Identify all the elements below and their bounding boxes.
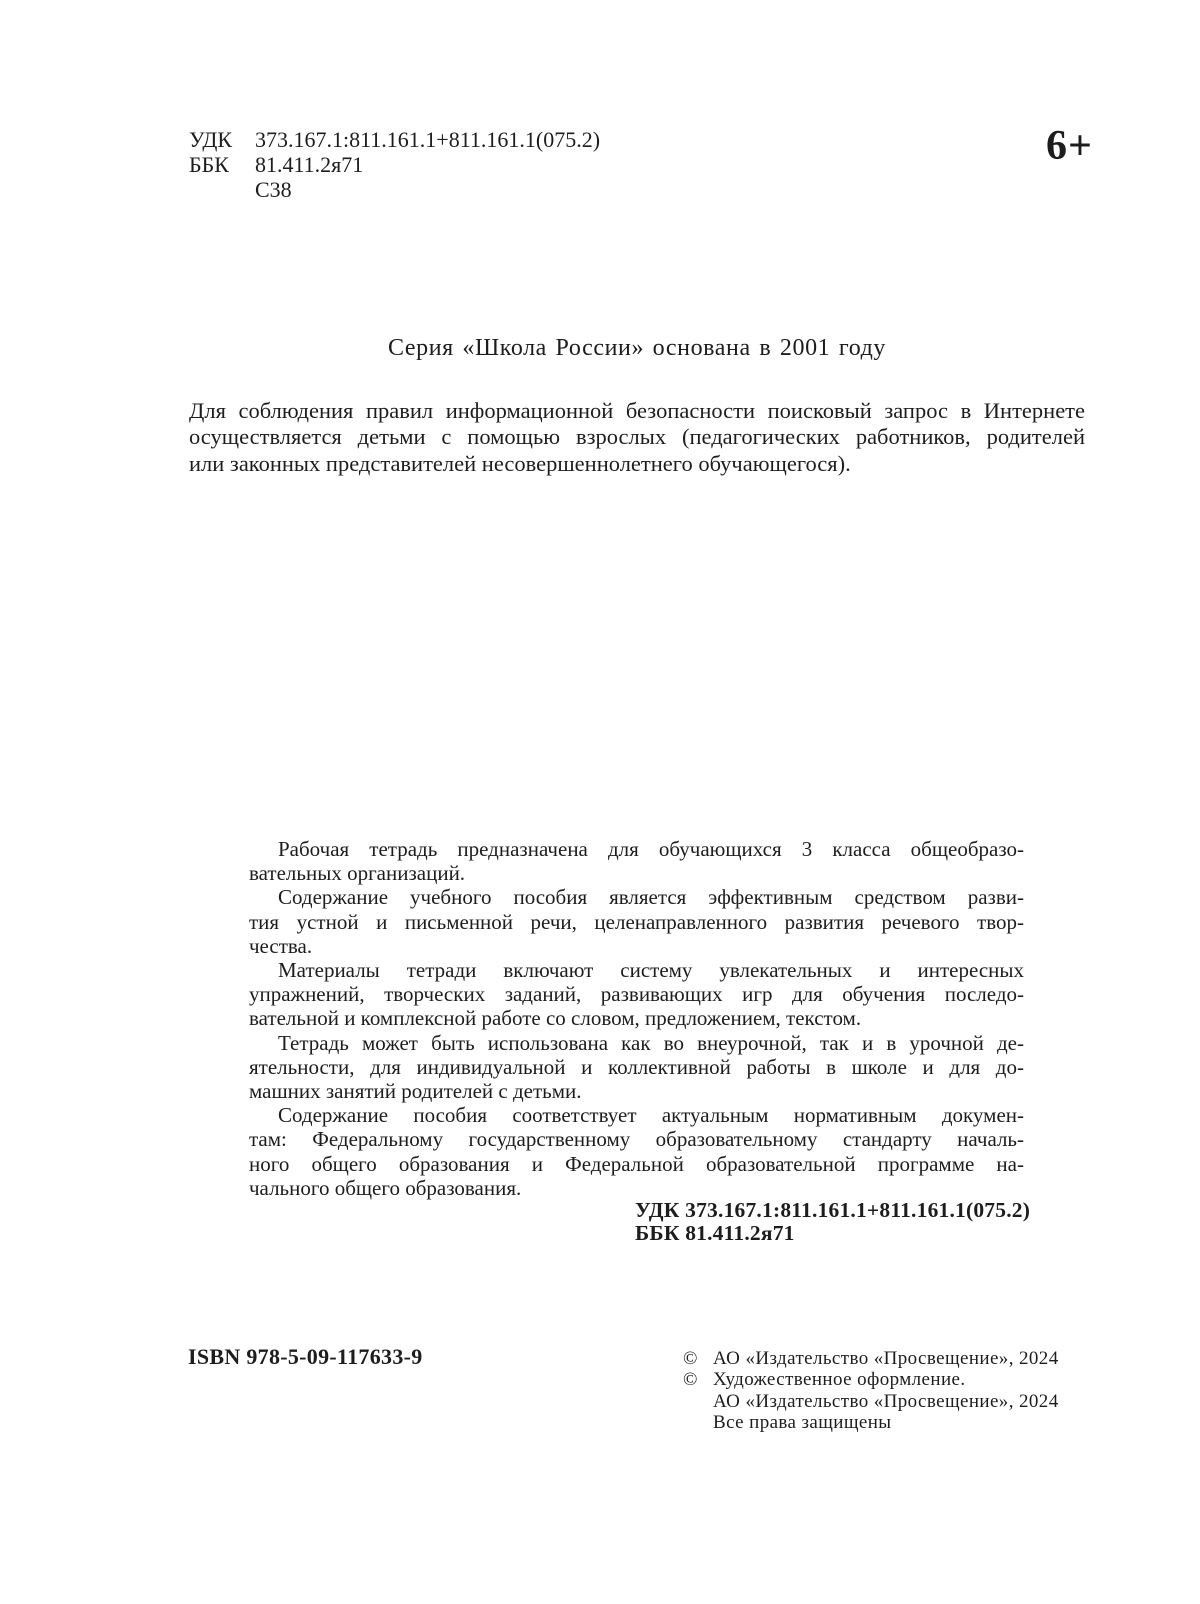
copyright-line: АО «Издательство «Просвещение», 2024 (713, 1390, 1059, 1412)
text-line: или законных представителей несовершеннолетнего обучающегося). (189, 450, 851, 476)
text-line: упражнений, творческих заданий, развивающих игр для обучения последо- (249, 982, 1024, 1007)
bottom-udk-line: УДК 373.167.1:811.161.1+811.161.1(075.2) (635, 1198, 1031, 1222)
bbk-value: 81.411.2я71 (255, 152, 364, 177)
annotation-block (249, 837, 1024, 1200)
text-line: Для соблюдения правил информационной безопасности поисковый запрос в Интернете (189, 398, 1085, 423)
series-line: Серия «Школа России» основана в 2001 году (387, 335, 887, 361)
text-line: тия устной и письменной речи, целенаправленного развития речевого твор- (249, 909, 1024, 934)
text-line: Рабочая тетрадь предназначена для обучающихся 3 класса общеобразо- (278, 837, 1024, 861)
copyright-symbol: © (683, 1348, 698, 1369)
bbk-label: ББК (189, 152, 229, 177)
udk-label: УДК (189, 127, 233, 152)
bottom-codes-block (635, 1199, 1030, 1244)
text-line: ного общего образования и Федеральной образовательной программе на- (249, 1151, 1024, 1176)
text-line: чального общего образования. (249, 1175, 522, 1200)
text-line: Содержание пособия соответствует актуальным нормативным докумен- (278, 1103, 1024, 1128)
text-line: вательных организаций. (249, 861, 466, 886)
copyright-symbol: © (683, 1369, 698, 1391)
copyright-entry (683, 1369, 1059, 1433)
safety-note (189, 398, 1085, 477)
bottom-bbk-line: ББК 81.411.2я71 (635, 1220, 795, 1245)
text-line: машних занятий родителей с детьми. (249, 1079, 582, 1104)
copyright-lines (713, 1369, 1059, 1433)
text-line: там: Федеральному государственному образовательному стандарту началь- (249, 1127, 1024, 1152)
text-line: Содержание учебного пособия является эффективным средством разви- (278, 885, 1024, 910)
text-line: вательной и комплексной работе со словом, предложением, текстом. (249, 1006, 862, 1031)
author-sign-spacer (189, 177, 255, 202)
copyright-block (683, 1348, 1059, 1434)
copyright-lines (713, 1348, 1059, 1369)
top-codes-block (189, 127, 600, 202)
copyright-line: Художественное оформление. (713, 1369, 966, 1391)
udk-value: 373.167.1:811.161.1+811.161.1(075.2) (255, 127, 601, 152)
text-line: осуществляется детьми с помощью взрослых (педагогических работников, родителей (189, 424, 1085, 450)
isbn-text: ISBN 978-5-09-117633-9 (188, 1344, 423, 1369)
copyright-line: АО «Издательство «Просвещение», 2024 (713, 1348, 1059, 1369)
copyright-line: Все права защищены (713, 1412, 892, 1434)
text-line: Материалы тетради включают систему увлекательных и интересных (278, 958, 1024, 983)
author-sign: С38 (255, 177, 292, 202)
copyright-entry (683, 1348, 1059, 1369)
text-line: ятельности, для индивидуальной и коллективной работы в школе и для до- (249, 1054, 1024, 1079)
age-rating-badge: 6+ (1046, 123, 1093, 169)
text-line: Тетрадь может быть использована как во внеурочной, так и в урочной де- (278, 1030, 1024, 1055)
text-line: чества. (249, 933, 313, 958)
